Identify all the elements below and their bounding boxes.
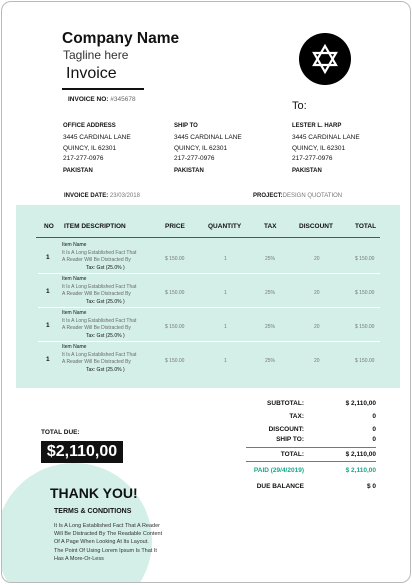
- item-description: [62, 250, 172, 263]
- invoice-number-value: #345678: [110, 96, 136, 103]
- item-tax-note: Tax: Gst (25.0% ): [86, 299, 125, 305]
- item-discount: 20: [314, 358, 320, 364]
- ship-value: 0: [372, 436, 376, 443]
- company-name: Company Name: [62, 30, 180, 47]
- item-discount: 20: [314, 290, 320, 296]
- terms-title: TERMS & CONDITIONS: [54, 508, 132, 515]
- invoice-title: Invoice: [66, 65, 117, 82]
- total-value: $ 2,110,00: [345, 451, 376, 458]
- star-of-david-icon: [299, 33, 351, 85]
- address-country: PAKISTAN: [174, 167, 204, 174]
- invoice-date-value: 23/03/2018: [109, 193, 140, 199]
- invoice-date-label: INVOICE DATE:: [64, 193, 109, 199]
- item-total: $ 150.00: [355, 324, 375, 330]
- column-header-no: NO: [44, 223, 54, 230]
- terms-line: Has A More-Or-Less: [54, 555, 104, 562]
- item-tax: 25%: [265, 358, 276, 364]
- item-description-line: A Reader Will Be Distracted By: [62, 290, 131, 297]
- address-line: 217-277-0976: [63, 155, 104, 162]
- row-number: 1: [46, 322, 50, 329]
- project-value: DESIGN QUOTATION: [282, 193, 343, 199]
- terms-line: Will Be Distracted By The Readable Content: [54, 531, 163, 538]
- column-header-discount: DISCOUNT: [299, 223, 333, 230]
- item-name: Item Name: [62, 276, 87, 282]
- title-underline: [62, 88, 144, 90]
- item-price: $ 150.00: [165, 290, 185, 296]
- item-description-line: It Is A Long Established Fact That: [62, 352, 137, 358]
- item-description: [62, 284, 172, 297]
- table-row: [2, 308, 411, 342]
- item-tax-note: Tax: Gst (25.0% ): [86, 367, 125, 373]
- invoice-date: [64, 193, 140, 199]
- item-description-line: A Reader Will Be Distracted By: [62, 256, 131, 263]
- discount-label: DISCOUNT:: [268, 426, 304, 433]
- column-header-tax: TAX: [264, 223, 277, 230]
- total-label: TOTAL:: [280, 451, 304, 458]
- item-price: $ 150.00: [165, 358, 185, 364]
- address-line: QUINCY, IL 62301: [174, 144, 228, 152]
- item-description: [62, 352, 172, 365]
- logo: [299, 33, 351, 85]
- column-header-description: ITEM DESCRIPTION: [64, 223, 126, 230]
- office-address-title: OFFICE ADDRESS: [63, 123, 116, 129]
- total-due-label: TOTAL DUE:: [41, 429, 80, 436]
- total-due-value: $2,110,00: [41, 441, 123, 463]
- discount-value: 0: [372, 426, 376, 433]
- address-line: QUINCY, IL 62301: [292, 144, 346, 152]
- row-number: 1: [46, 356, 50, 363]
- item-description-line: A Reader Will Be Distracted By: [62, 358, 131, 365]
- item-name: Item Name: [62, 344, 87, 350]
- item-quantity: 1: [224, 256, 227, 262]
- column-header-quantity: QUANTITY: [208, 223, 242, 230]
- subtotal-value: $ 2,110,00: [345, 400, 376, 407]
- terms-line: The Point Of Using Lorem Ipsum Is That It: [54, 547, 157, 554]
- terms-line: It Is A Long Established Fact That A Reader: [54, 523, 160, 529]
- ship-to-title: SHIP TO: [174, 123, 198, 129]
- recipient-address: [292, 123, 360, 174]
- address-line: 3445 CARDINAL LANE: [292, 134, 360, 141]
- item-total: $ 150.00: [355, 290, 375, 296]
- item-price: $ 150.00: [165, 256, 185, 262]
- address-line: QUINCY, IL 62301: [63, 144, 117, 152]
- subtotal-label: SUBTOTAL:: [267, 400, 304, 407]
- column-header-total: TOTAL: [355, 223, 377, 230]
- row-number: 1: [46, 288, 50, 295]
- item-tax-note: Tax: Gst (25.0% ): [86, 265, 125, 271]
- to-label: To:: [292, 100, 307, 112]
- item-total: $ 150.00: [355, 358, 375, 364]
- project-label: PROJECT:: [253, 193, 283, 199]
- item-discount: 20: [314, 324, 320, 330]
- invoice-number: [68, 96, 136, 103]
- table-header-rule: [36, 237, 380, 238]
- summary-rule: [246, 461, 376, 462]
- item-quantity: 1: [224, 358, 227, 364]
- due-balance-label: DUE BALANCE: [256, 483, 304, 490]
- item-description: [62, 318, 172, 331]
- summary-rule: [246, 447, 376, 448]
- ship-label: SHIP TO:: [276, 436, 304, 443]
- address-line: 217-277-0976: [174, 155, 215, 162]
- invoice-page: [1, 1, 411, 583]
- recipient-name: LESTER L. HARP: [292, 123, 342, 129]
- item-discount: 20: [314, 256, 320, 262]
- item-description-line: It Is A Long Established Fact That: [62, 284, 137, 290]
- table-row: [2, 240, 411, 274]
- item-total: $ 150.00: [355, 256, 375, 262]
- table-row: [2, 342, 411, 376]
- ship-to-address: [174, 123, 242, 174]
- item-quantity: 1: [224, 324, 227, 330]
- item-name: Item Name: [62, 310, 87, 316]
- company-tagline: Tagline here: [63, 48, 129, 62]
- address-country: PAKISTAN: [292, 167, 322, 174]
- invoice-number-label: INVOICE NO:: [68, 96, 109, 103]
- due-balance-value: $ 0: [366, 483, 376, 490]
- item-description-line: It Is A Long Established Fact That: [62, 318, 137, 324]
- column-header-price: PRICE: [165, 223, 185, 230]
- table-row: [2, 274, 411, 308]
- item-description-line: It Is A Long Established Fact That: [62, 250, 137, 256]
- paid-value: $ 2,110,00: [345, 467, 376, 474]
- item-tax: 25%: [265, 324, 276, 330]
- tax-value: 0: [372, 413, 376, 420]
- row-number: 1: [46, 254, 50, 261]
- item-tax: 25%: [265, 256, 276, 262]
- paid-label: PAID (29/4/2019): [253, 467, 304, 474]
- address-line: 217-277-0976: [292, 155, 333, 162]
- office-address: [63, 123, 131, 174]
- terms-line: Of A Page When Looking At Its Layout.: [54, 539, 149, 546]
- project: [253, 193, 342, 199]
- item-tax-note: Tax: Gst (25.0% ): [86, 333, 125, 339]
- terms-text: [54, 522, 194, 563]
- thank-you-heading: THANK YOU!: [50, 485, 138, 501]
- item-quantity: 1: [224, 290, 227, 296]
- item-price: $ 150.00: [165, 324, 185, 330]
- address-line: 3445 CARDINAL LANE: [174, 134, 242, 141]
- item-description-line: A Reader Will Be Distracted By: [62, 324, 131, 331]
- tax-label: TAX:: [289, 413, 304, 420]
- item-name: Item Name: [62, 242, 87, 248]
- address-line: 3445 CARDINAL LANE: [63, 134, 131, 141]
- item-tax: 25%: [265, 290, 276, 296]
- address-country: PAKISTAN: [63, 167, 93, 174]
